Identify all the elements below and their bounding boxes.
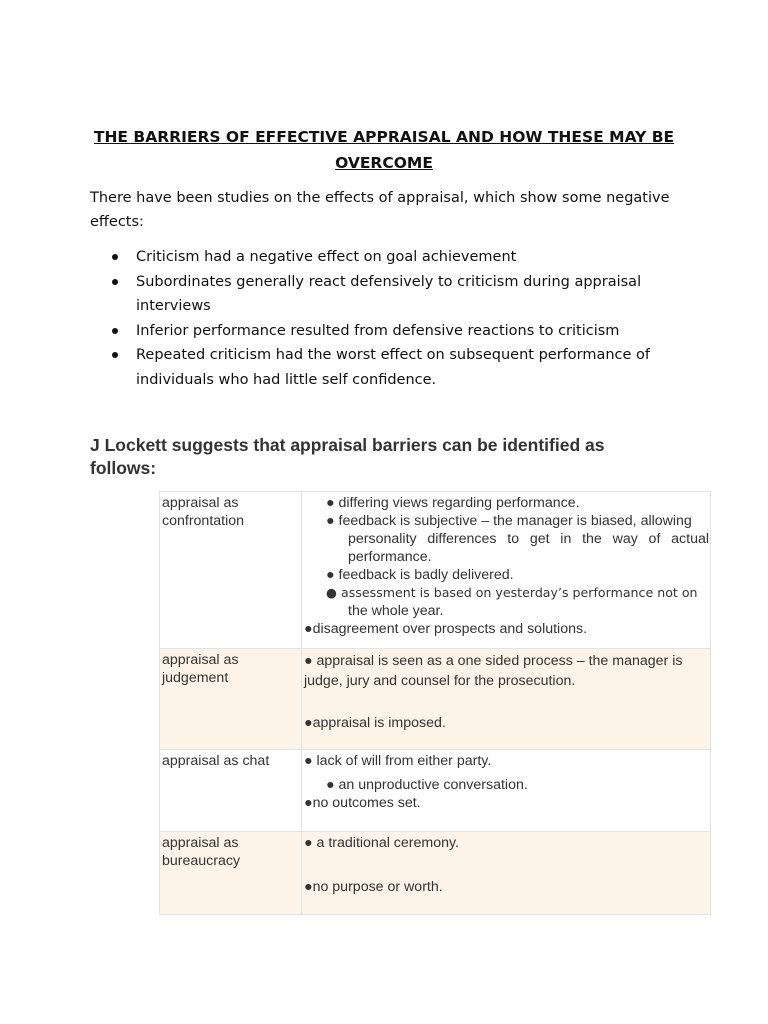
barriers-table bbox=[159, 491, 711, 915]
table-row bbox=[160, 649, 711, 750]
list-item: Subordinates generally react defensively to criticism during appraisal interviews bbox=[90, 270, 690, 319]
row-label: appraisal as judgement bbox=[160, 649, 302, 750]
section-heading: J Lockett suggests that appraisal barriers can be identified as follows: bbox=[90, 435, 605, 478]
table-row bbox=[160, 832, 711, 915]
title-line-1: THE BARRIERS OF EFFECTIVE APPRAISAL AND HOW THESE MAY BE bbox=[93, 128, 675, 146]
intro-paragraph: There have been studies on the effects of appraisal, which show some negative effects: bbox=[90, 190, 670, 230]
bullet-icon bbox=[112, 352, 118, 358]
bullet-icon bbox=[112, 328, 118, 334]
row-label: appraisal as confrontation bbox=[160, 492, 302, 649]
row-content: ● lack of will from either party. ● an unproductive conversation. ●no outcomes set. bbox=[302, 750, 711, 832]
list-item: Inferior performance resulted from defensive reactions to criticism bbox=[90, 319, 690, 344]
effects-list bbox=[90, 245, 690, 392]
bullet-icon bbox=[112, 279, 118, 285]
page-title bbox=[90, 124, 678, 176]
bullet-icon bbox=[112, 254, 118, 260]
row-label: appraisal as bureaucracy bbox=[160, 832, 302, 915]
row-content: ● a traditional ceremony. ●no purpose or worth. bbox=[302, 832, 711, 915]
row-label: appraisal as chat bbox=[160, 750, 302, 832]
list-item: Repeated criticism had the worst effect on subsequent performance of individuals who had little self confidence. bbox=[90, 343, 690, 392]
row-content: ● appraisal is seen as a one sided process – the manager is judge, jury and counsel for the prosecution. ●appraisal is imposed. bbox=[302, 649, 711, 750]
row-content: ● differing views regarding performance. ● feedback is subjective – the manager is biased, allowing personality differences to get in the way of actual performance. ● feedback is badly delivered. ● assessment is based on yesterday’s performance not on the whole year. ●disagreement over prospects and solutions. bbox=[302, 492, 711, 649]
table-row bbox=[160, 750, 711, 832]
title-line-2: OVERCOME bbox=[335, 154, 433, 172]
table-row bbox=[160, 492, 711, 649]
list-item: Criticism had a negative effect on goal achievement bbox=[90, 245, 690, 270]
